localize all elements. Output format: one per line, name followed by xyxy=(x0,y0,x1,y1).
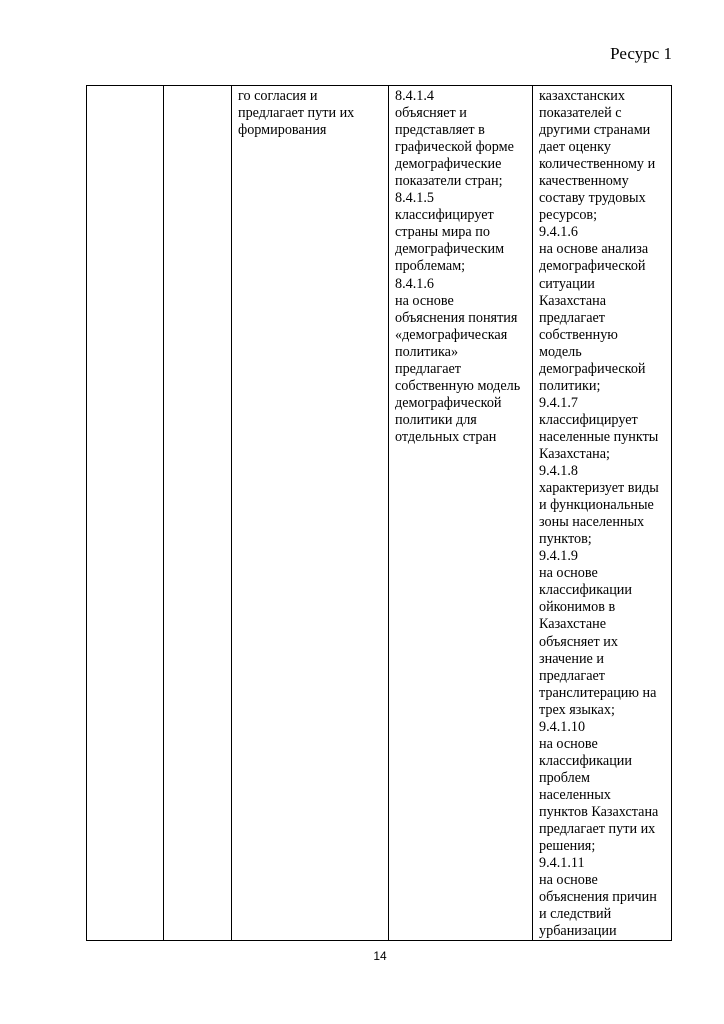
text-line: модель xyxy=(539,343,582,360)
text-line: «демографическая xyxy=(395,326,508,343)
text-line: количественному и xyxy=(539,156,656,173)
text-line: классификации xyxy=(539,582,632,599)
text-line: классифицирует xyxy=(539,411,638,428)
text-line: решения; xyxy=(539,838,596,855)
text-line: казахстанских xyxy=(539,88,625,104)
text-line: характеризует виды xyxy=(539,480,659,497)
text-line: на основе xyxy=(539,872,598,889)
text-line: 9.4.1.9 xyxy=(539,548,579,565)
text-line: графической форме xyxy=(395,139,514,156)
table-cell-col4 xyxy=(389,86,533,941)
text-line: населенные пункты xyxy=(539,428,659,445)
text-line: другими странами xyxy=(539,122,651,139)
text-line: отдельных стран xyxy=(395,428,497,445)
text-line: проблемам; xyxy=(395,258,466,275)
table-cell-col3 xyxy=(232,86,389,941)
page-number: 14 xyxy=(373,949,387,963)
text-line: зоны населенных xyxy=(539,514,645,531)
text-line: предлагает xyxy=(539,667,606,684)
text-line: значение и xyxy=(539,650,604,667)
text-line: классифицирует xyxy=(395,207,494,224)
text-line: дает оценку xyxy=(539,139,611,156)
text-line: формирования xyxy=(238,122,327,139)
text-line: и функциональные xyxy=(539,497,654,514)
text-line: собственную модель xyxy=(395,377,521,394)
table-cell-col2 xyxy=(164,86,232,941)
text-line: предлагает xyxy=(395,360,462,377)
text-line: ресурсов; xyxy=(539,207,598,224)
text-line: объясняет и xyxy=(395,105,467,122)
text-line: Казахстана; xyxy=(539,445,610,462)
text-line: предлагает пути их xyxy=(238,105,355,122)
text-line: предлагает xyxy=(539,309,606,326)
text-line: го согласия и xyxy=(238,88,318,104)
text-line: 9.4.1.8 xyxy=(539,463,579,480)
text-line: 9.4.1.10 xyxy=(539,718,586,735)
text-line: ситуации xyxy=(539,275,595,292)
text-line: демографической xyxy=(539,360,646,377)
text-line: и следствий xyxy=(539,906,612,923)
text-line: на основе xyxy=(395,292,454,309)
text-line: на основе анализа xyxy=(539,241,649,258)
text-line: проблем xyxy=(539,769,590,786)
table-cell-col1 xyxy=(87,86,164,941)
text-line: собственную xyxy=(539,326,618,343)
text-line: 8.4.1.6 xyxy=(395,275,435,292)
text-line: качественному xyxy=(539,173,629,190)
col3-text xyxy=(238,88,384,139)
text-line: на основе xyxy=(539,735,598,752)
col4-text xyxy=(395,88,528,446)
text-line: объяснения понятия xyxy=(395,309,518,326)
text-line: 9.4.1.6 xyxy=(539,224,579,241)
text-line: политики для xyxy=(395,411,477,428)
text-line: страны мира по xyxy=(395,224,490,241)
text-line: предлагает пути их xyxy=(539,821,656,838)
table-cell-col5 xyxy=(533,86,672,941)
text-line: 9.4.1.11 xyxy=(539,855,585,872)
text-line: показатели стран; xyxy=(395,173,503,190)
text-line: политика» xyxy=(395,343,459,360)
text-line: представляет в xyxy=(395,122,485,139)
table-row xyxy=(87,86,672,941)
text-line: пунктов Казахстана xyxy=(539,803,659,820)
text-line: демографические xyxy=(395,156,502,173)
resource-label: Ресурс 1 xyxy=(610,44,672,63)
text-line: объясняет их xyxy=(539,633,618,650)
text-line: населенных xyxy=(539,786,611,803)
text-line: урбанизации xyxy=(539,923,617,940)
text-line: транслитерацию на xyxy=(539,684,657,701)
text-line: 8.4.1.5 xyxy=(395,190,435,207)
text-line: составу трудовых xyxy=(539,190,646,207)
text-line: 8.4.1.4 xyxy=(395,88,435,104)
text-line: классификации xyxy=(539,752,632,769)
text-line: Казахстане xyxy=(539,616,607,633)
text-line: демографической xyxy=(395,394,502,411)
text-line: на основе xyxy=(539,565,598,582)
text-line: трех языках; xyxy=(539,701,615,718)
text-line: Казахстана xyxy=(539,292,607,309)
text-line: политики; xyxy=(539,377,601,394)
col5-text xyxy=(539,88,667,940)
text-line: показателей с xyxy=(539,105,622,122)
text-line: ойконимов в xyxy=(539,599,616,616)
text-line: пунктов; xyxy=(539,531,592,548)
text-line: демографической xyxy=(539,258,646,275)
text-line: демографическим xyxy=(395,241,505,258)
curriculum-table xyxy=(86,85,672,941)
text-line: объяснения причин xyxy=(539,889,657,906)
text-line: 9.4.1.7 xyxy=(539,394,579,411)
